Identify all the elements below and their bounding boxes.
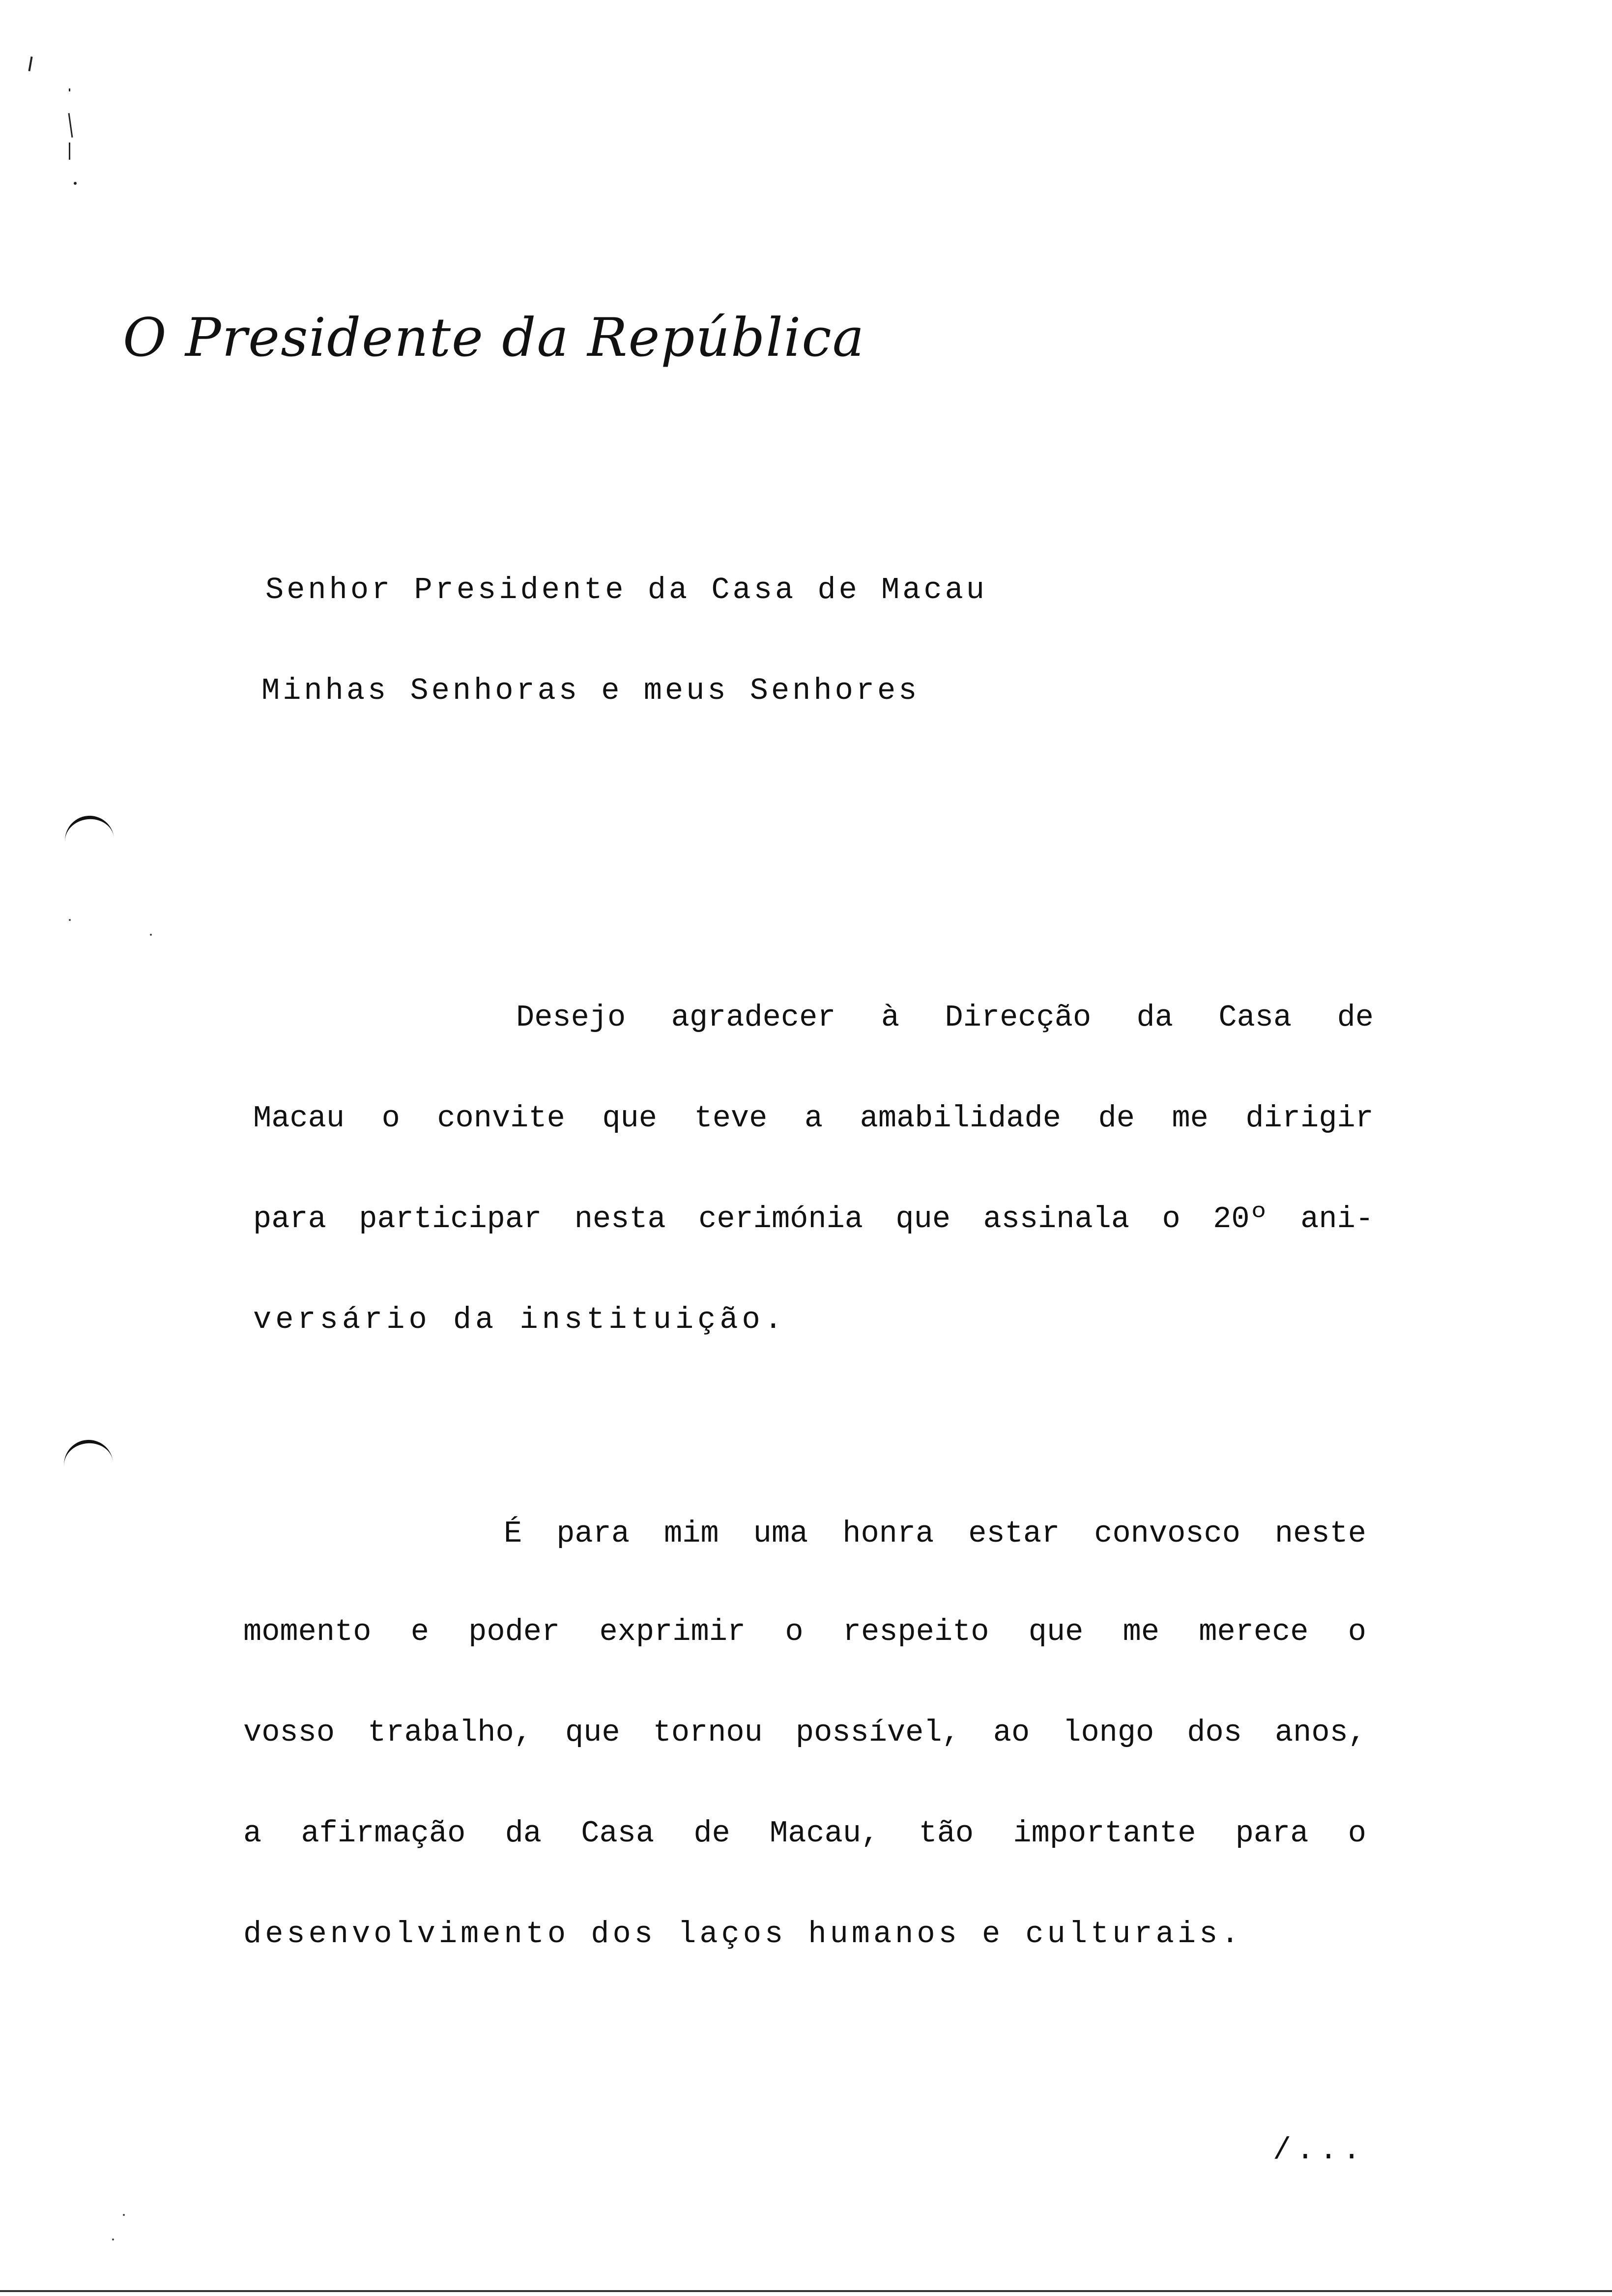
word: Desejo	[516, 1000, 626, 1035]
word: que	[1028, 1614, 1084, 1649]
word: nesta	[574, 1202, 666, 1236]
word: poder	[468, 1614, 560, 1649]
word: a	[243, 1816, 262, 1851]
word: e	[410, 1614, 429, 1649]
word: longo	[1063, 1715, 1154, 1750]
word: me	[1123, 1614, 1160, 1649]
word: afirmação	[301, 1816, 466, 1851]
word: de	[693, 1816, 730, 1851]
word: tornou	[653, 1715, 763, 1750]
paragraph-2-line-2	[243, 1614, 1366, 1649]
paragraph-2-line-4	[243, 1816, 1366, 1851]
word: respeito	[842, 1614, 989, 1649]
margin-mark	[68, 113, 73, 138]
word: que	[565, 1715, 620, 1750]
word: dos	[1187, 1715, 1242, 1750]
word: Casa	[1218, 1000, 1292, 1035]
word: convite	[437, 1101, 565, 1136]
word: vosso	[243, 1715, 335, 1750]
word: Direcção	[945, 1000, 1092, 1035]
word: o	[1348, 1614, 1366, 1649]
word: da	[505, 1816, 542, 1851]
word: o	[785, 1614, 804, 1649]
punch-hole-arc	[61, 1437, 113, 1470]
speck	[123, 2214, 125, 2216]
word: me	[1172, 1101, 1209, 1136]
word: teve	[694, 1101, 768, 1136]
paragraph-2-line-5: desenvolvimento dos laços humanos e culturais.	[243, 1917, 1243, 1952]
word: anos,	[1274, 1715, 1366, 1750]
word: convosco	[1094, 1516, 1240, 1551]
word: o	[381, 1101, 400, 1136]
word: trabalho,	[368, 1715, 532, 1750]
word: participar	[359, 1202, 542, 1236]
word: da	[1136, 1000, 1173, 1035]
word: a	[804, 1101, 823, 1136]
word: Macau,	[770, 1816, 880, 1851]
word: ao	[993, 1715, 1030, 1750]
word: neste	[1274, 1516, 1366, 1551]
punch-hole-arc	[62, 813, 114, 846]
margin-mark	[28, 57, 32, 71]
word: merece	[1199, 1614, 1309, 1649]
word: para	[1235, 1816, 1309, 1851]
word: mim	[664, 1516, 719, 1551]
word: cerimónia	[698, 1202, 863, 1236]
word: agradecer	[671, 1000, 836, 1035]
word: É	[504, 1516, 522, 1551]
paragraph-1-line-1	[516, 1000, 1374, 1035]
word: ani-	[1300, 1202, 1374, 1236]
word: para	[253, 1202, 326, 1236]
word: exprimir	[599, 1614, 746, 1649]
word: assinala	[983, 1202, 1130, 1236]
word: 20º	[1213, 1202, 1268, 1236]
word: o	[1348, 1816, 1366, 1851]
continuation-mark: /...	[1273, 2133, 1366, 2168]
word: de	[1337, 1000, 1374, 1035]
letterhead-title: O Presidente da República	[123, 307, 865, 369]
word: dirigir	[1245, 1101, 1374, 1136]
word: tão	[919, 1816, 974, 1851]
paragraph-1-line-4: versário da instituição.	[253, 1302, 786, 1337]
paragraph-2-line-1	[504, 1516, 1366, 1551]
paragraph-2-line-3	[243, 1715, 1366, 1750]
word: estar	[968, 1516, 1060, 1551]
word: Casa	[581, 1816, 655, 1851]
word: momento	[243, 1614, 372, 1649]
word: uma	[753, 1516, 808, 1551]
margin-mark	[74, 182, 77, 185]
word: à	[881, 1000, 900, 1035]
margin-mark	[69, 88, 70, 91]
word: que	[895, 1202, 951, 1236]
margin-mark	[69, 143, 70, 160]
speck	[112, 2239, 114, 2240]
word: que	[602, 1101, 657, 1136]
paragraph-1-line-2	[253, 1101, 1374, 1136]
word: importante	[1013, 1816, 1196, 1851]
page-bottom-edge	[0, 2290, 1612, 2292]
salutation-line-1: Senhor Presidente da Casa de Macau	[265, 573, 988, 607]
word: honra	[842, 1516, 934, 1551]
word: o	[1162, 1202, 1180, 1236]
word: de	[1098, 1101, 1135, 1136]
speck	[69, 919, 71, 921]
word: para	[556, 1516, 630, 1551]
word: Macau	[253, 1101, 345, 1136]
paragraph-1-line-3	[253, 1202, 1374, 1236]
salutation-line-2: Minhas Senhoras e meus Senhores	[261, 673, 920, 708]
word: amabilidade	[860, 1101, 1061, 1136]
word: possível,	[795, 1715, 960, 1750]
speck	[150, 934, 152, 936]
